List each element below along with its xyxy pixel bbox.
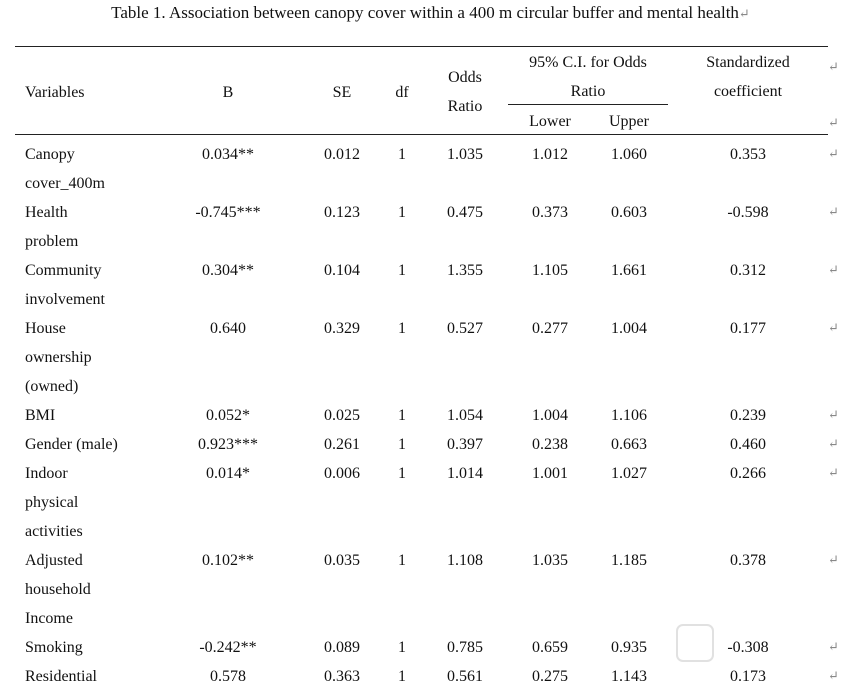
cell-variable: Income bbox=[25, 610, 73, 627]
cell-variable: Smoking bbox=[25, 639, 83, 656]
header-odds-ratio-2: Ratio bbox=[447, 98, 483, 115]
cell-b: 0.578 bbox=[210, 668, 246, 685]
cell-b: 0.923*** bbox=[198, 436, 258, 453]
cell-ci-upper: 0.603 bbox=[611, 204, 647, 221]
cell-standardized: 0.378 bbox=[730, 552, 766, 569]
header-df: df bbox=[395, 84, 409, 101]
paragraph-mark-icon: ↵ bbox=[738, 6, 750, 21]
cell-standardized: -0.308 bbox=[727, 639, 769, 656]
cell-se: 0.012 bbox=[324, 146, 360, 163]
header-ci-2: Ratio bbox=[570, 83, 606, 100]
cell-ci-lower: 1.105 bbox=[532, 262, 568, 279]
cell-b: 0.102** bbox=[202, 552, 254, 569]
cell-ci-upper: 1.027 bbox=[611, 465, 647, 482]
cell-ci-upper: 0.663 bbox=[611, 436, 647, 453]
header-ci-1: 95% C.I. for Odds bbox=[529, 54, 647, 71]
header-end-mark-icon: ↵ bbox=[828, 59, 839, 74]
cell-variable: Community bbox=[25, 262, 102, 279]
cell-odds-ratio: 1.054 bbox=[447, 407, 483, 424]
table-caption bbox=[0, 2, 861, 25]
cell-ci-upper: 1.185 bbox=[611, 552, 647, 569]
cell-standardized: 0.312 bbox=[730, 262, 766, 279]
cell-df: 1 bbox=[398, 146, 406, 163]
cell-variable: (owned) bbox=[25, 378, 79, 395]
row-end-mark-icon: ↵ bbox=[828, 320, 839, 335]
header-lower: Lower bbox=[529, 113, 571, 130]
cell-ci-lower: 0.659 bbox=[532, 639, 568, 656]
cell-variable: BMI bbox=[25, 407, 56, 424]
cell-odds-ratio: 1.014 bbox=[447, 465, 483, 482]
cell-odds-ratio: 0.475 bbox=[447, 204, 483, 221]
cell-ci-lower: 0.277 bbox=[532, 320, 568, 337]
cell-variable: Health bbox=[25, 204, 68, 221]
row-end-mark-icon: ↵ bbox=[828, 668, 839, 683]
cell-variable: problem bbox=[25, 233, 79, 250]
cell-df: 1 bbox=[398, 668, 406, 685]
cell-ci-lower: 1.012 bbox=[532, 146, 568, 163]
row-end-mark-icon: ↵ bbox=[828, 436, 839, 451]
cell-se: 0.261 bbox=[324, 436, 360, 453]
cell-ci-upper: 0.935 bbox=[611, 639, 647, 656]
cell-b: 0.640 bbox=[210, 320, 246, 337]
row-end-mark-icon: ↵ bbox=[828, 204, 839, 219]
cell-variable: Indoor bbox=[25, 465, 68, 482]
cell-se: 0.104 bbox=[324, 262, 360, 279]
header-rule bbox=[15, 134, 828, 135]
cell-standardized: 0.239 bbox=[730, 407, 766, 424]
header-standardized-2: coefficient bbox=[713, 83, 783, 100]
row-end-mark-icon: ↵ bbox=[828, 639, 839, 654]
cell-standardized: 0.460 bbox=[730, 436, 766, 453]
cell-standardized: -0.598 bbox=[727, 204, 769, 221]
cell-odds-ratio: 0.785 bbox=[447, 639, 483, 656]
row-end-mark-icon: ↵ bbox=[828, 552, 839, 567]
cell-ci-upper: 1.661 bbox=[611, 262, 647, 279]
row-end-mark-icon: ↵ bbox=[828, 465, 839, 480]
watermark-logo bbox=[676, 618, 826, 668]
cell-odds-ratio: 0.561 bbox=[447, 668, 483, 685]
header-b: B bbox=[222, 84, 234, 101]
cell-variable: Gender (male) bbox=[25, 436, 118, 453]
header-variables: Variables bbox=[25, 84, 85, 101]
cell-variable: involvement bbox=[25, 291, 105, 308]
cell-variable: Adjusted bbox=[25, 552, 83, 569]
row-end-mark-icon: ↵ bbox=[828, 262, 839, 277]
header-se: SE bbox=[332, 84, 352, 101]
cell-odds-ratio: 1.108 bbox=[447, 552, 483, 569]
cell-ci-lower: 0.238 bbox=[532, 436, 568, 453]
cell-se: 0.006 bbox=[324, 465, 360, 482]
cell-odds-ratio: 1.355 bbox=[447, 262, 483, 279]
cell-ci-upper: 1.143 bbox=[611, 668, 647, 685]
cell-ci-upper: 1.004 bbox=[611, 320, 647, 337]
cell-ci-lower: 1.004 bbox=[532, 407, 568, 424]
cell-b: -0.242** bbox=[199, 639, 257, 656]
cell-b: 0.034** bbox=[202, 146, 254, 163]
cell-df: 1 bbox=[398, 204, 406, 221]
cell-se: 0.329 bbox=[324, 320, 360, 337]
cell-se: 0.035 bbox=[324, 552, 360, 569]
cell-ci-upper: 1.060 bbox=[611, 146, 647, 163]
cell-b: 0.014* bbox=[206, 465, 250, 482]
header-odds-ratio-1: Odds bbox=[448, 69, 482, 86]
cell-df: 1 bbox=[398, 436, 406, 453]
cell-se: 0.363 bbox=[324, 668, 360, 685]
header-standardized-1: Standardized bbox=[706, 54, 790, 71]
cell-standardized: 0.177 bbox=[730, 320, 766, 337]
cell-standardized: 0.266 bbox=[730, 465, 766, 482]
cell-b: -0.745*** bbox=[195, 204, 261, 221]
cell-ci-lower: 1.001 bbox=[532, 465, 568, 482]
cell-odds-ratio: 1.035 bbox=[447, 146, 483, 163]
cell-ci-lower: 0.373 bbox=[532, 204, 568, 221]
cell-b: 0.052* bbox=[206, 407, 250, 424]
cell-ci-lower: 0.275 bbox=[532, 668, 568, 685]
cell-variable: household bbox=[25, 581, 91, 598]
row-end-mark-icon: ↵ bbox=[828, 407, 839, 422]
cell-variable: House bbox=[25, 320, 66, 337]
caption-text: Table 1. Association between canopy cover within a 400 m circular buffer and mental health bbox=[111, 3, 739, 22]
row-end-mark-icon: ↵ bbox=[828, 146, 839, 161]
cell-variable: cover_400m bbox=[25, 175, 105, 192]
cell-b: 0.304** bbox=[202, 262, 254, 279]
cell-variable: Canopy bbox=[25, 146, 75, 163]
cell-se: 0.025 bbox=[324, 407, 360, 424]
cell-variable: ownership bbox=[25, 349, 92, 366]
cell-df: 1 bbox=[398, 639, 406, 656]
cell-variable: activities bbox=[25, 523, 83, 540]
top-rule bbox=[15, 46, 828, 47]
cell-ci-upper: 1.106 bbox=[611, 407, 647, 424]
cell-se: 0.123 bbox=[324, 204, 360, 221]
cell-odds-ratio: 0.397 bbox=[447, 436, 483, 453]
cell-df: 1 bbox=[398, 262, 406, 279]
cell-ci-lower: 1.035 bbox=[532, 552, 568, 569]
cell-df: 1 bbox=[398, 407, 406, 424]
cell-df: 1 bbox=[398, 465, 406, 482]
header-end-mark-icon: ↵ bbox=[828, 115, 839, 130]
cell-odds-ratio: 0.527 bbox=[447, 320, 483, 337]
cell-variable: physical bbox=[25, 494, 79, 511]
header-upper: Upper bbox=[609, 113, 649, 130]
cell-standardized: 0.353 bbox=[730, 146, 766, 163]
cell-standardized: 0.173 bbox=[730, 668, 766, 685]
cell-variable: Residential bbox=[25, 668, 97, 685]
cell-df: 1 bbox=[398, 552, 406, 569]
cell-se: 0.089 bbox=[324, 639, 360, 656]
cell-df: 1 bbox=[398, 320, 406, 337]
